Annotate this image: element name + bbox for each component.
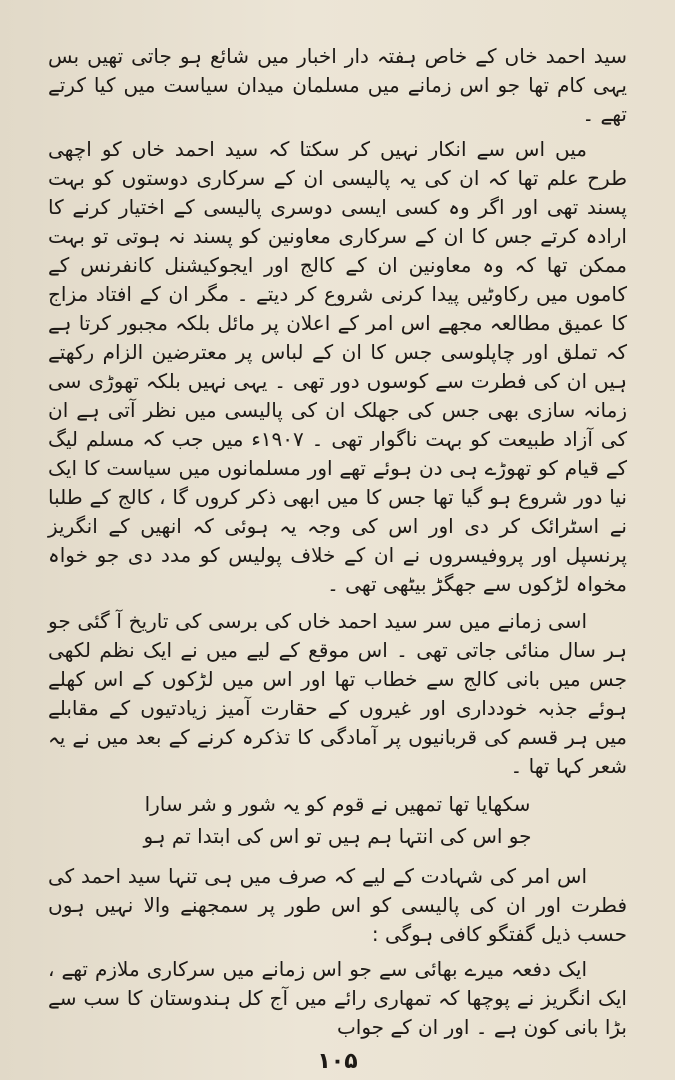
paragraph-4: اس امر کی شہادت کے لیے کہ صرف میں ہی تنہا سید احمد کی فطرت اور ان کی پالیسی کو اس طور پر سمجھنے والا نہیں ہوں حسب ذیل گفتگو کافی ہوگی : [48,864,627,946]
couplet-line-1: سکھایا تھا تمھیں نے قوم کو یہ شور و شر سارا [144,792,531,816]
couplet [0,788,675,852]
text-block-top [48,42,627,781]
paragraph-1: سید احمد خاں کے خاص ہفتہ دار اخبار میں شائع ہو جاتی تھیں بس یہی کام تھا جو اس زمانے میں مسلمان میدان سیاست میں کیا کرتے تھے ۔ [48,44,627,126]
paragraph-5: ایک دفعہ میرے بھائی سے جو اس زمانے میں سرکاری ملازم تھے ، ایک انگریز نے پوچھا کہ تمھاری رائے میں آج کل ہندوستان کا سب سے بڑا بانی کون ہے ۔ اور ان کے جواب [48,957,627,1039]
paragraph-3: اسی زمانے میں سر سید احمد خاں کی برسی کی تاریخ آ گئی جو ہر سال منائی جاتی تھی ۔ اس موقع کے لیے میں نے ایک نظم لکھی جس میں بانی کالج سے خطاب تھا اور اس میں لڑکوں کے اس کھلے ہوئے جذبہ خودداری اور غیروں کے حقارت آمیز زیادتیوں کے مقابلے میں ہر قسم کی قربانیوں پر آمادگی کا تذکرہ کرنے کے بعد میں نے یہ شعر کہا تھا ۔ [48,609,627,778]
couplet-line-2: جو اس کی انتہا ہم ہیں تو اس کی ابتدا تم ہو [143,824,532,848]
text-block-bottom [48,862,627,1042]
paragraph-2: میں اس سے انکار نہیں کر سکتا کہ سید احمد خاں کو اچھی طرح علم تھا کہ ان کی یہ پالیسی ان کے سرکاری دوستوں کو بہت پسند تھی اور اگر وہ کسی ایسی دوسری پالیسی کے اختیار کرنے کا ارادہ کرتے جس کا ان کے سرکاری معاونین کو پسند نہ ہوتی تو بہت ممکن تھا کہ وہ معاونین ان کے کالج اور ایجوکیشنل کانفرنس کے کاموں میں رکاوٹیں پیدا کرنی شروع کر دیتے ۔ مگر ان کے افتاد مزاج کا عمیق مطالعہ مجھے اس امر کے اعلان پر مائل بلکہ مجبور کرتا ہے کہ تملق اور چاپلوسی جس کا ان کے لباس پر معترضین الزام رکھتے ہیں ان کی فطرت سے کوسوں دور تھی ۔ یہی نہیں بلکہ تھوڑی سی زمانہ سازی بھی جس کی جھلک ان کی پالیسی میں نظر آتی ہے ان کی آزاد طبیعت کو بہت ناگوار تھی ۔ ۱۹۰۷ء میں جب کہ مسلم لیگ کے قیام کو تھوڑے ہی دن ہوئے تھے اور مسلمانوں میں سیاست کا ایک نیا دور شروع ہو گیا تھا جس کا میں ابھی ذکر کروں گا ، کالج کے طلبا نے اسٹرائک کر دی اور اس کی وجہ یہ ہوئی کہ انھیں کے انگریز پرنسپل اور پروفیسروں نے ان کے خلاف پولیس کو مدد دی جو خواہ مخواہ لڑکوں سے جھگڑ بیٹھی تھی ۔ [48,137,628,596]
page-number: ۱۰۵ [317,1049,358,1074]
